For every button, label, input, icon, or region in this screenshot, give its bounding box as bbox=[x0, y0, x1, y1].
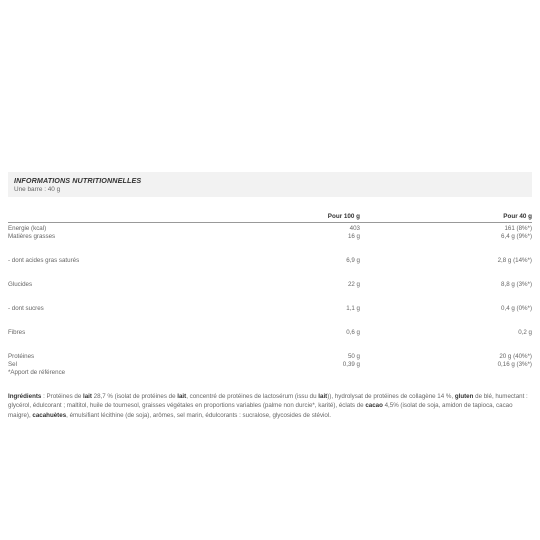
table-footnote bbox=[8, 369, 532, 377]
table-row bbox=[8, 361, 532, 369]
value-per-40g: 0,4 g (0%*) bbox=[501, 304, 532, 312]
nutrition-title: INFORMATIONS NUTRITIONNELLES bbox=[14, 176, 142, 185]
ingredient-text: , émulsifiant lécithine (de soja), arômes, sel marin, édulcorants : sucralose, glycosides de stéviol. bbox=[66, 411, 331, 419]
table-row bbox=[8, 257, 532, 265]
table-row bbox=[8, 233, 532, 241]
column-header-per-100g: Pour 100 g bbox=[327, 213, 360, 220]
value-per-40g: 161 (8%*) bbox=[504, 224, 532, 232]
value-per-100g: 1,1 g bbox=[346, 304, 360, 312]
allergen-highlight: lait bbox=[82, 392, 92, 400]
nutrient-label: - dont sucres bbox=[8, 304, 44, 312]
ingredients-text bbox=[8, 392, 532, 421]
value-per-40g: 0,2 g bbox=[518, 328, 532, 336]
nutrient-label: Sel bbox=[8, 360, 17, 368]
ingredient-text: 28,7 % (isolat de protéines de bbox=[91, 392, 178, 400]
ingredients-label: Ingrédients bbox=[8, 392, 42, 400]
ingredient-text: : Protéines de bbox=[41, 392, 83, 400]
nutrient-label: Protéines bbox=[8, 352, 35, 360]
table-row bbox=[8, 281, 532, 289]
allergen-highlight: cacao bbox=[365, 402, 383, 410]
nutrition-table bbox=[8, 213, 532, 377]
nutrient-label: Energie (kcal) bbox=[8, 224, 47, 232]
table-header bbox=[8, 213, 532, 223]
nutrient-label: Fibres bbox=[8, 328, 26, 336]
value-per-40g: 8,8 g (3%*) bbox=[501, 280, 532, 288]
value-per-40g: 2,8 g (14%*) bbox=[497, 256, 532, 264]
table-row bbox=[8, 329, 532, 337]
value-per-40g: 6,4 g (9%*) bbox=[501, 232, 532, 240]
allergen-highlight: cacahuètes bbox=[32, 411, 67, 419]
table-row bbox=[8, 353, 532, 361]
ingredients-body bbox=[8, 393, 528, 419]
allergen-highlight: lait bbox=[177, 392, 187, 400]
value-per-100g: 22 g bbox=[347, 280, 360, 288]
value-per-100g: 403 bbox=[349, 224, 360, 232]
value-per-100g: 50 g bbox=[347, 352, 360, 360]
ingredient-text: de blé, humectant : glycérol, édulcorant ; maltitol, huile de tournesol, graisses végétales en proportions variables (palme non durcie*, karité), éclats de bbox=[8, 392, 528, 410]
allergen-highlight: lait bbox=[318, 392, 328, 400]
value-per-100g: 6,9 g bbox=[346, 256, 360, 264]
value-per-40g: 0,16 g (3%*) bbox=[497, 360, 532, 368]
value-per-100g: 16 g bbox=[347, 232, 360, 240]
nutrition-panel bbox=[8, 172, 532, 420]
ingredient-text: 4,5% (isolat de soja, amidon de tapioca, cacao maigre), bbox=[8, 402, 513, 419]
reference-footnote: *Apport de référence bbox=[8, 368, 66, 376]
nutrition-header bbox=[8, 172, 532, 197]
value-per-100g: 0,6 g bbox=[346, 328, 360, 336]
column-header-per-40g: Pour 40 g bbox=[503, 213, 532, 220]
nutrient-label: - dont acides gras saturés bbox=[8, 256, 80, 264]
nutrient-label: Matières grasses bbox=[8, 232, 56, 240]
serving-size: Une barre : 40 g bbox=[14, 186, 61, 193]
value-per-100g: 0,39 g bbox=[342, 360, 360, 368]
ingredient-text: , concentré de protéines de lactosérum (issu du bbox=[186, 392, 319, 400]
nutrient-label: Glucides bbox=[8, 280, 33, 288]
table-row bbox=[8, 305, 532, 313]
column-header-nutrient bbox=[8, 213, 208, 220]
value-per-40g: 20 g (40%*) bbox=[499, 352, 532, 360]
allergen-highlight: gluten bbox=[454, 392, 474, 400]
table-row bbox=[8, 225, 532, 233]
ingredient-text: )), hydrolysat de protéines de collagène 14 %, bbox=[327, 392, 455, 400]
